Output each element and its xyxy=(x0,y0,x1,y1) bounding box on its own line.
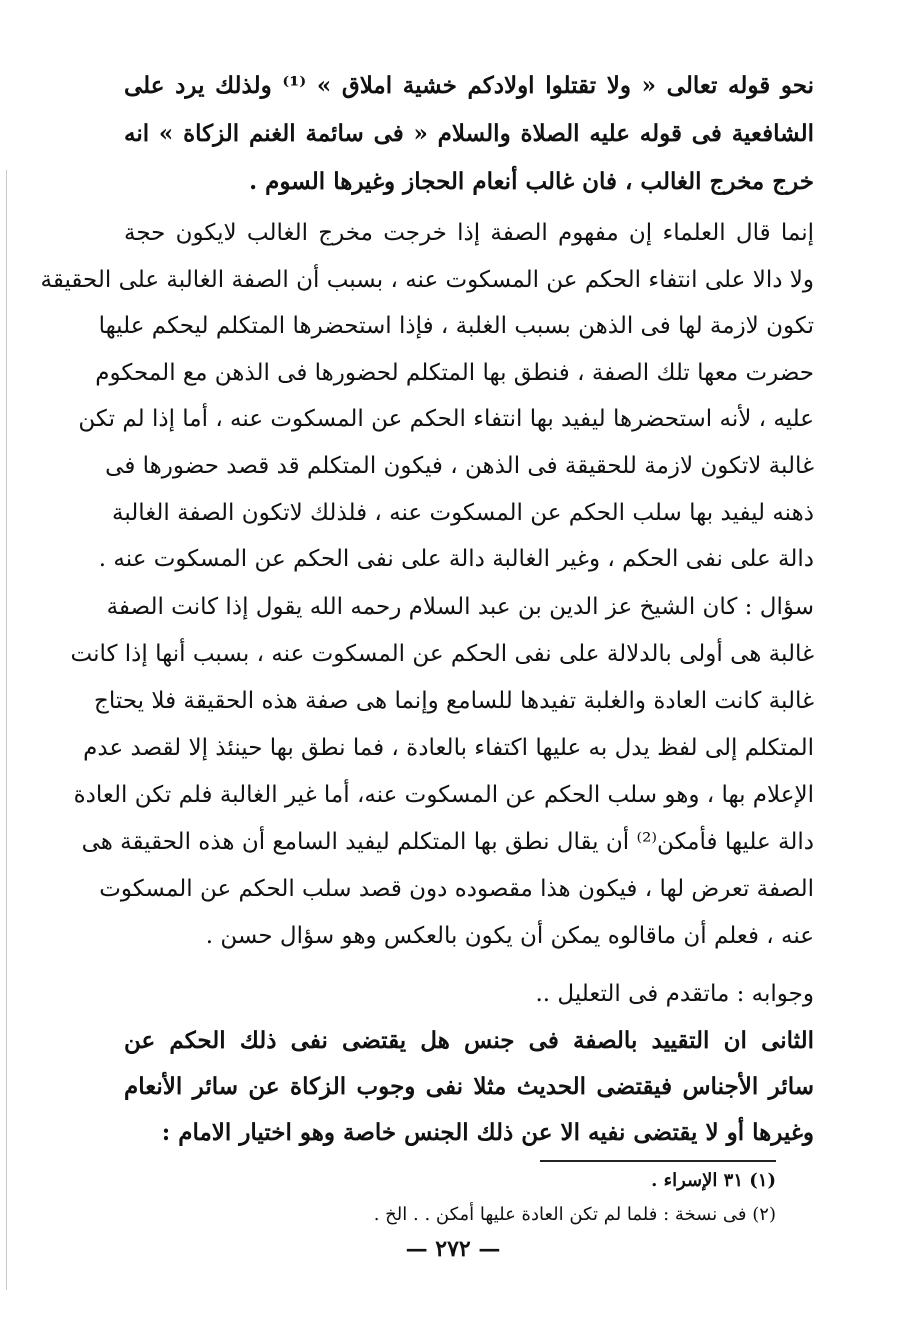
text-line: سائر الأجناس فيقتضى الحديث مثلا نفى وجوب الزكاة عن سائر الأنعام xyxy=(124,1073,814,1100)
paragraph-explanation xyxy=(40,210,814,583)
text-line: غالبة هى أولى بالدلالة على نفى الحكم عن المسكوت عنه ، بسبب أنها إذا كانت xyxy=(70,641,814,667)
paragraph-answer xyxy=(124,970,814,1018)
footnote-1: (١) ٣١ الإسراء . xyxy=(651,1170,776,1191)
text-line: غالبة لاتكون لازمة للحقيقة فى الذهن ، فيكون المتكلم قد قصد حضورها فى xyxy=(105,452,814,479)
text-line: الشافعية فى قوله عليه الصلاة والسلام « فى سائمة الغنم الزكاة » انه xyxy=(124,120,814,147)
text-line: الثانى ان التقييد بالصفة فى جنس هل يقتضى نفى ذلك الحكم عن xyxy=(124,1027,814,1054)
text-line: وجوابه : ماتقدم فى التعليل .. xyxy=(535,981,814,1007)
text-line: وغيرها أو لا يقتضى نفيه الا عن ذلك الجنس خاصة وهو اختيار الامام : xyxy=(161,1119,814,1146)
text-line: ولا دالا على انتفاء الحكم عن المسكوت عنه ، بسبب أن الصفة الغالبة على الحقيقة xyxy=(40,266,814,293)
text-line: حضرت معها تلك الصفة ، فنطق بها المتكلم لحضورها فى الذهن مع المحكوم xyxy=(95,359,814,386)
text-line: تكون لازمة لها فى الذهن بسبب الغلبة ، فإذا استحضرها المتكلم ليحكم عليها xyxy=(98,313,814,340)
text-line: ذهنه ليفيد بها سلب الحكم عن المسكوت عنه ، فلذلك لاتكون الصفة الغالبة xyxy=(112,499,814,526)
footnote-divider xyxy=(540,1160,776,1162)
text-line: دالة على نفى الحكم ، وغير الغالبة دالة على نفى الحكم عن المسكوت عنه . xyxy=(98,546,814,573)
footnote-2: (٢) فى نسخة : فلما لم تكن العادة عليها أمكن . . الخ . xyxy=(373,1204,776,1225)
text-line: إنما قال العلماء إن مفهوم الصفة إذا خرجت مخرج الغالب لايكون حجة xyxy=(124,220,814,246)
text-line: عليه ، لأنه استحضرها ليفيد بها انتفاء الحكم عن المسكوت عنه ، أما إذا لم تكن xyxy=(78,406,814,433)
text-line: الإعلام بها ، وهو سلب الحكم عن المسكوت عنه، أما غير الغالبة فلم تكن العادة xyxy=(73,782,814,808)
page-number: — ٢٧٢ — xyxy=(405,1236,501,1262)
text-line: غالبة كانت العادة والغلبة تفيدها للسامع وإنما هى صفة هذه الحقيقة فلا يحتاج xyxy=(94,688,814,714)
paragraph-opening xyxy=(124,62,814,206)
scan-margin-line xyxy=(6,170,7,1290)
text-line: عنه ، فعلم أن ماقالوه يمكن أن يكون بالعكس وهو سؤال حسن . xyxy=(205,923,814,949)
text-line: نحو قوله تعالى « ولا تقتلوا اولادكم خشية املاق » ⁽¹⁾ ولذلك يرد على xyxy=(124,72,814,99)
text-line: خرج مخرج الغالب ، فان غالب أنعام الحجاز وغيرها السوم . xyxy=(249,168,814,195)
footnotes xyxy=(156,1164,776,1232)
paragraph-question xyxy=(70,584,814,960)
paragraph-second-point xyxy=(124,1018,814,1156)
text-line: المتكلم إلى لفظ يدل به عليها اكتفاء بالعادة ، فما نطق بها حينئذ إلا لقصد عدم xyxy=(83,735,814,761)
text-line: الصفة تعرض لها ، فيكون هذا مقصوده دون قصد سلب الحكم عن المسكوت xyxy=(99,876,814,902)
text-line: دالة عليها فأمكن⁽²⁾ أن يقال نطق بها المتكلم ليفيد السامع أن هذه الحقيقة هى xyxy=(81,829,814,855)
text-line: سؤال : كان الشيخ عز الدين بن عبد السلام رحمه الله يقول إذا كانت الصفة xyxy=(106,594,814,620)
